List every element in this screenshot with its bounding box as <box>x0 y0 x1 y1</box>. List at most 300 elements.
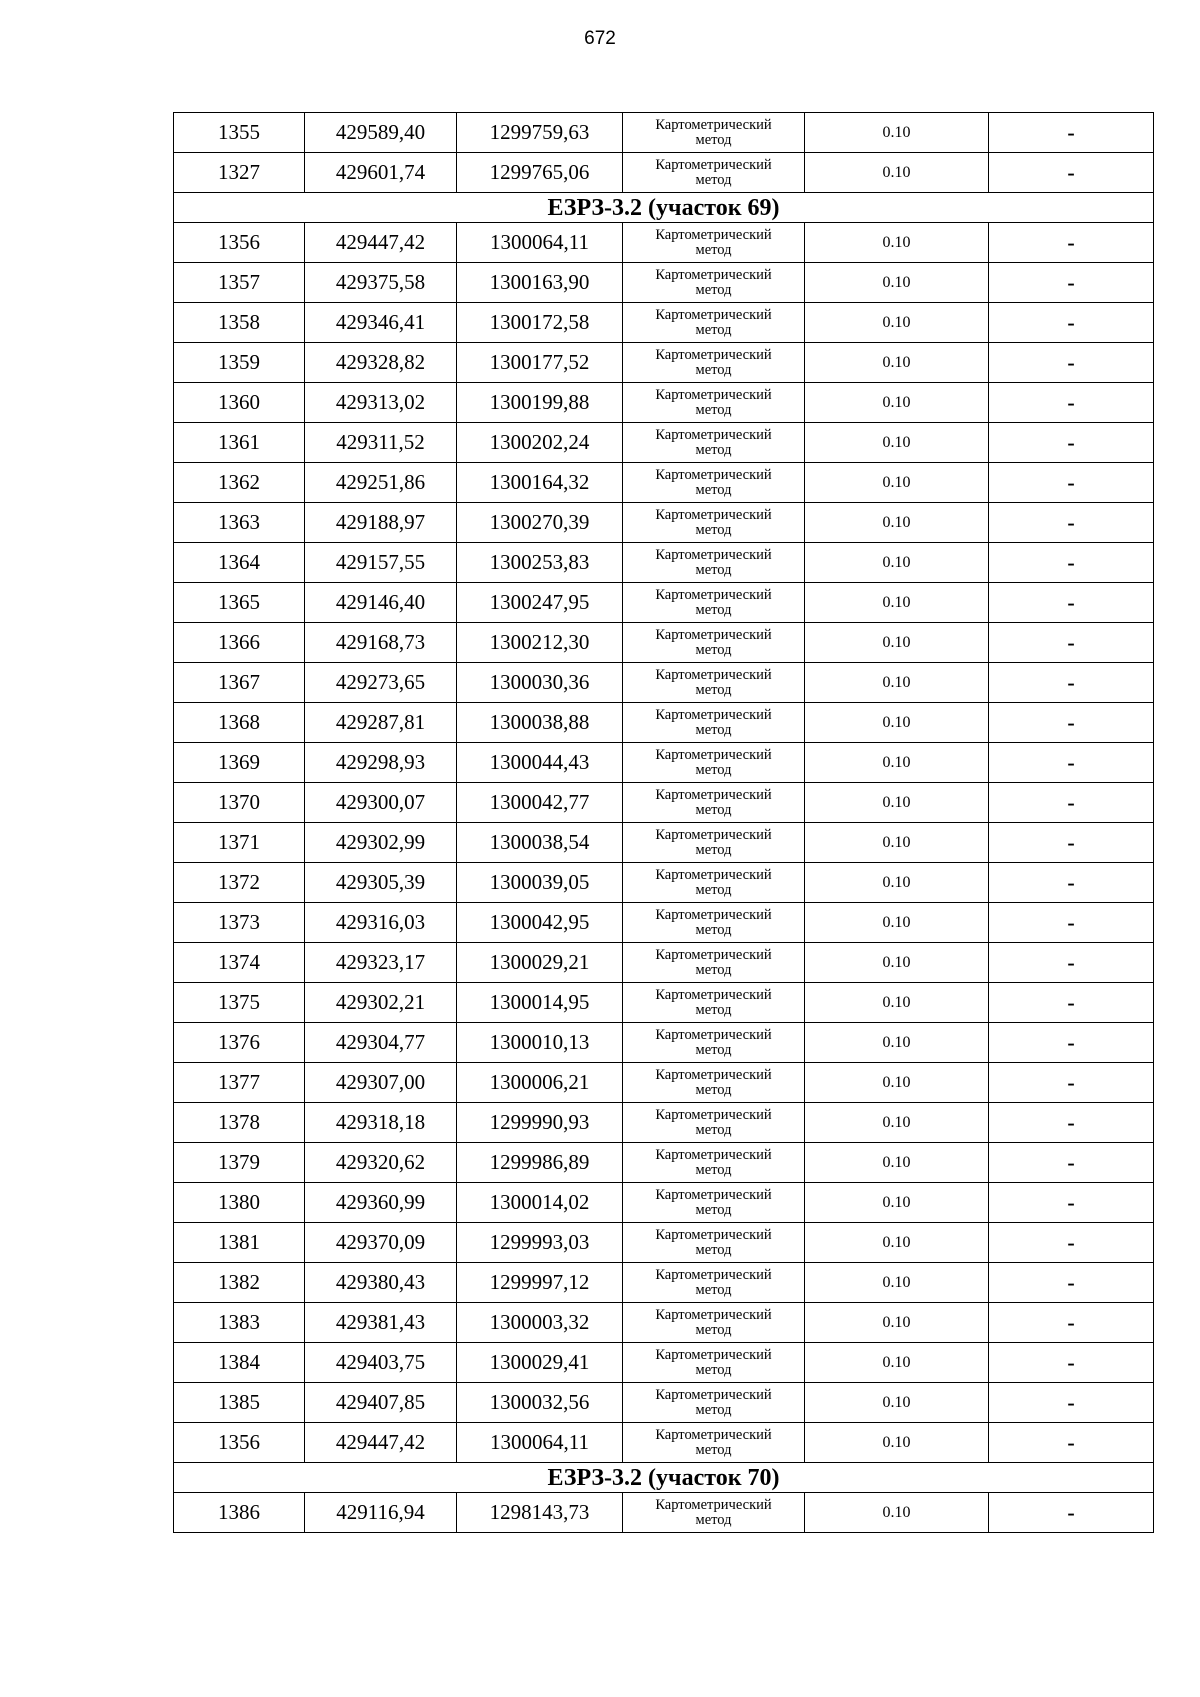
y-coordinate-cell: 1300247,95 <box>457 583 623 623</box>
x-coordinate-cell: 429188,97 <box>305 503 457 543</box>
method-line: Картометрический <box>655 1187 772 1203</box>
point-number-cell: 1327 <box>174 153 305 193</box>
x-coordinate-cell: 429346,41 <box>305 303 457 343</box>
section-header-row <box>174 193 1154 223</box>
accuracy-cell: 0.10 <box>805 383 989 423</box>
method-line: Картометрический <box>655 667 772 683</box>
point-number-cell: 1358 <box>174 303 305 343</box>
method-cell <box>623 1343 805 1383</box>
accuracy-cell: 0.10 <box>805 1183 989 1223</box>
point-number-cell: 1359 <box>174 343 305 383</box>
method-line: Картометрический <box>655 347 772 363</box>
x-coordinate-cell: 429287,81 <box>305 703 457 743</box>
method-cell <box>623 263 805 303</box>
table-row <box>174 1143 1154 1183</box>
y-coordinate-cell: 1300014,95 <box>457 983 623 1023</box>
y-coordinate-cell: 1300177,52 <box>457 343 623 383</box>
method-cell <box>623 783 805 823</box>
x-coordinate-cell: 429601,74 <box>305 153 457 193</box>
table-row <box>174 1343 1154 1383</box>
note-cell: - <box>989 743 1154 783</box>
table-row <box>174 153 1154 193</box>
accuracy-cell: 0.10 <box>805 703 989 743</box>
table-row <box>174 303 1154 343</box>
note-cell: - <box>989 503 1154 543</box>
table-row <box>174 1063 1154 1103</box>
accuracy-cell: 0.10 <box>805 1023 989 1063</box>
note-cell: - <box>989 1263 1154 1303</box>
point-number-cell: 1364 <box>174 543 305 583</box>
method-line: Картометрический <box>655 587 772 603</box>
method-line: Картометрический <box>655 307 772 323</box>
method-line: метод <box>695 361 732 378</box>
method-cell <box>623 1143 805 1183</box>
table-row <box>174 1223 1154 1263</box>
x-coordinate-cell: 429407,85 <box>305 1383 457 1423</box>
point-number-cell: 1366 <box>174 623 305 663</box>
method-line: метод <box>695 761 732 778</box>
method-cell <box>623 383 805 423</box>
method-line: метод <box>695 441 732 458</box>
y-coordinate-cell: 1300030,36 <box>457 663 623 703</box>
accuracy-cell: 0.10 <box>805 1303 989 1343</box>
method-line: метод <box>695 401 732 418</box>
x-coordinate-cell: 429298,93 <box>305 743 457 783</box>
accuracy-cell: 0.10 <box>805 1063 989 1103</box>
section-title: ЕЗРЗ-3.2 (участок 70) <box>174 1463 1154 1493</box>
method-line: метод <box>695 321 732 338</box>
method-line: Картометрический <box>655 907 772 923</box>
table-row <box>174 703 1154 743</box>
table-row <box>174 223 1154 263</box>
note-cell: - <box>989 863 1154 903</box>
y-coordinate-cell: 1300199,88 <box>457 383 623 423</box>
note-cell: - <box>989 983 1154 1023</box>
method-line: Картометрический <box>655 707 772 723</box>
x-coordinate-cell: 429313,02 <box>305 383 457 423</box>
method-line: Картометрический <box>655 267 772 283</box>
section-title: ЕЗРЗ-3.2 (участок 69) <box>174 193 1154 223</box>
y-coordinate-cell: 1299993,03 <box>457 1223 623 1263</box>
note-cell: - <box>989 903 1154 943</box>
point-number-cell: 1367 <box>174 663 305 703</box>
x-coordinate-cell: 429302,21 <box>305 983 457 1023</box>
x-coordinate-cell: 429146,40 <box>305 583 457 623</box>
coordinates-table <box>173 112 1154 1533</box>
method-cell <box>623 423 805 463</box>
accuracy-cell: 0.10 <box>805 463 989 503</box>
accuracy-cell: 0.10 <box>805 943 989 983</box>
table-row <box>174 783 1154 823</box>
note-cell: - <box>989 383 1154 423</box>
note-cell: - <box>989 583 1154 623</box>
method-line: метод <box>695 561 732 578</box>
point-number-cell: 1381 <box>174 1223 305 1263</box>
note-cell: - <box>989 1423 1154 1463</box>
x-coordinate-cell: 429375,58 <box>305 263 457 303</box>
point-number-cell: 1360 <box>174 383 305 423</box>
y-coordinate-cell: 1300038,88 <box>457 703 623 743</box>
point-number-cell: 1356 <box>174 1423 305 1463</box>
y-coordinate-cell: 1298143,73 <box>457 1493 623 1533</box>
point-number-cell: 1372 <box>174 863 305 903</box>
y-coordinate-cell: 1300270,39 <box>457 503 623 543</box>
accuracy-cell: 0.10 <box>805 423 989 463</box>
point-number-cell: 1368 <box>174 703 305 743</box>
x-coordinate-cell: 429318,18 <box>305 1103 457 1143</box>
table-row <box>174 1023 1154 1063</box>
method-line: Картометрический <box>655 507 772 523</box>
x-coordinate-cell: 429304,77 <box>305 1023 457 1063</box>
point-number-cell: 1383 <box>174 1303 305 1343</box>
table-body <box>174 113 1154 1533</box>
method-cell <box>623 903 805 943</box>
method-line: Картометрический <box>655 1267 772 1283</box>
accuracy-cell: 0.10 <box>805 343 989 383</box>
x-coordinate-cell: 429403,75 <box>305 1343 457 1383</box>
accuracy-cell: 0.10 <box>805 1143 989 1183</box>
accuracy-cell: 0.10 <box>805 583 989 623</box>
method-line: метод <box>695 281 732 298</box>
y-coordinate-cell: 1300163,90 <box>457 263 623 303</box>
method-cell <box>623 303 805 343</box>
table-row <box>174 903 1154 943</box>
method-cell <box>623 1223 805 1263</box>
point-number-cell: 1356 <box>174 223 305 263</box>
table-row <box>174 263 1154 303</box>
method-line: Картометрический <box>655 1427 772 1443</box>
method-line: метод <box>695 1281 732 1298</box>
x-coordinate-cell: 429251,86 <box>305 463 457 503</box>
y-coordinate-cell: 1300039,05 <box>457 863 623 903</box>
point-number-cell: 1379 <box>174 1143 305 1183</box>
method-cell <box>623 703 805 743</box>
table-row <box>174 1383 1154 1423</box>
method-line: Картометрический <box>655 1227 772 1243</box>
method-line: Картометрический <box>655 867 772 883</box>
note-cell: - <box>989 543 1154 583</box>
y-coordinate-cell: 1300253,83 <box>457 543 623 583</box>
y-coordinate-cell: 1300029,21 <box>457 943 623 983</box>
method-line: Картометрический <box>655 1307 772 1323</box>
accuracy-cell: 0.10 <box>805 1263 989 1303</box>
accuracy-cell: 0.10 <box>805 113 989 153</box>
accuracy-cell: 0.10 <box>805 1343 989 1383</box>
note-cell: - <box>989 703 1154 743</box>
note-cell: - <box>989 1383 1154 1423</box>
accuracy-cell: 0.10 <box>805 903 989 943</box>
point-number-cell: 1371 <box>174 823 305 863</box>
note-cell: - <box>989 1183 1154 1223</box>
method-cell <box>623 1023 805 1063</box>
method-line: Картометрический <box>655 117 772 133</box>
point-number-cell: 1365 <box>174 583 305 623</box>
table-row <box>174 983 1154 1023</box>
y-coordinate-cell: 1299997,12 <box>457 1263 623 1303</box>
method-cell <box>623 1063 805 1103</box>
page-number: 672 <box>584 28 616 49</box>
method-line: Картометрический <box>655 427 772 443</box>
note-cell: - <box>989 1063 1154 1103</box>
point-number-cell: 1373 <box>174 903 305 943</box>
x-coordinate-cell: 429157,55 <box>305 543 457 583</box>
method-line: метод <box>695 1241 732 1258</box>
accuracy-cell: 0.10 <box>805 1103 989 1143</box>
method-line: метод <box>695 1081 732 1098</box>
method-line: метод <box>695 481 732 498</box>
method-cell <box>623 823 805 863</box>
note-cell: - <box>989 783 1154 823</box>
method-line: Картометрический <box>655 1497 772 1513</box>
note-cell: - <box>989 303 1154 343</box>
note-cell: - <box>989 263 1154 303</box>
y-coordinate-cell: 1300042,95 <box>457 903 623 943</box>
table-row <box>174 583 1154 623</box>
point-number-cell: 1374 <box>174 943 305 983</box>
method-line: Картометрический <box>655 747 772 763</box>
point-number-cell: 1382 <box>174 1263 305 1303</box>
point-number-cell: 1369 <box>174 743 305 783</box>
x-coordinate-cell: 429323,17 <box>305 943 457 983</box>
y-coordinate-cell: 1300029,41 <box>457 1343 623 1383</box>
x-coordinate-cell: 429168,73 <box>305 623 457 663</box>
accuracy-cell: 0.10 <box>805 983 989 1023</box>
y-coordinate-cell: 1300172,58 <box>457 303 623 343</box>
method-line: метод <box>695 1321 732 1338</box>
accuracy-cell: 0.10 <box>805 1383 989 1423</box>
method-cell <box>623 1423 805 1463</box>
method-cell <box>623 623 805 663</box>
table-row <box>174 1103 1154 1143</box>
method-cell <box>623 1493 805 1533</box>
method-cell <box>623 943 805 983</box>
y-coordinate-cell: 1300064,11 <box>457 1423 623 1463</box>
table-row <box>174 1493 1154 1533</box>
method-line: Картометрический <box>655 547 772 563</box>
table-row <box>174 663 1154 703</box>
x-coordinate-cell: 429305,39 <box>305 863 457 903</box>
accuracy-cell: 0.10 <box>805 263 989 303</box>
x-coordinate-cell: 429447,42 <box>305 1423 457 1463</box>
method-line: метод <box>695 1441 732 1458</box>
table-row <box>174 743 1154 783</box>
x-coordinate-cell: 429447,42 <box>305 223 457 263</box>
y-coordinate-cell: 1300014,02 <box>457 1183 623 1223</box>
y-coordinate-cell: 1300010,13 <box>457 1023 623 1063</box>
y-coordinate-cell: 1299986,89 <box>457 1143 623 1183</box>
y-coordinate-cell: 1300044,43 <box>457 743 623 783</box>
method-line: метод <box>695 841 732 858</box>
note-cell: - <box>989 623 1154 663</box>
y-coordinate-cell: 1300042,77 <box>457 783 623 823</box>
x-coordinate-cell: 429360,99 <box>305 1183 457 1223</box>
table-row <box>174 463 1154 503</box>
table-row <box>174 1423 1154 1463</box>
accuracy-cell: 0.10 <box>805 223 989 263</box>
table-row <box>174 543 1154 583</box>
table-row <box>174 863 1154 903</box>
method-line: метод <box>695 881 732 898</box>
table-row <box>174 623 1154 663</box>
method-line: метод <box>695 1361 732 1378</box>
method-line: Картометрический <box>655 947 772 963</box>
method-line: метод <box>695 1201 732 1218</box>
method-cell <box>623 1303 805 1343</box>
note-cell: - <box>989 343 1154 383</box>
method-cell <box>623 863 805 903</box>
y-coordinate-cell: 1299990,93 <box>457 1103 623 1143</box>
note-cell: - <box>989 1343 1154 1383</box>
table-row <box>174 1183 1154 1223</box>
method-line: Картометрический <box>655 987 772 1003</box>
method-cell <box>623 343 805 383</box>
y-coordinate-cell: 1300064,11 <box>457 223 623 263</box>
x-coordinate-cell: 429116,94 <box>305 1493 457 1533</box>
x-coordinate-cell: 429316,03 <box>305 903 457 943</box>
method-line: метод <box>695 131 732 148</box>
note-cell: - <box>989 423 1154 463</box>
note-cell: - <box>989 943 1154 983</box>
method-line: метод <box>695 601 732 618</box>
point-number-cell: 1377 <box>174 1063 305 1103</box>
method-cell <box>623 583 805 623</box>
method-cell <box>623 503 805 543</box>
point-number-cell: 1363 <box>174 503 305 543</box>
x-coordinate-cell: 429589,40 <box>305 113 457 153</box>
accuracy-cell: 0.10 <box>805 743 989 783</box>
note-cell: - <box>989 153 1154 193</box>
x-coordinate-cell: 429300,07 <box>305 783 457 823</box>
point-number-cell: 1361 <box>174 423 305 463</box>
y-coordinate-cell: 1300212,30 <box>457 623 623 663</box>
method-line: Картометрический <box>655 227 772 243</box>
method-line: метод <box>695 1121 732 1138</box>
method-line: метод <box>695 521 732 538</box>
table-row <box>174 1303 1154 1343</box>
note-cell: - <box>989 223 1154 263</box>
note-cell: - <box>989 1493 1154 1533</box>
accuracy-cell: 0.10 <box>805 823 989 863</box>
y-coordinate-cell: 1300006,21 <box>457 1063 623 1103</box>
method-line: метод <box>695 241 732 258</box>
table-row <box>174 503 1154 543</box>
method-line: метод <box>695 1401 732 1418</box>
x-coordinate-cell: 429273,65 <box>305 663 457 703</box>
method-line: Картометрический <box>655 1147 772 1163</box>
accuracy-cell: 0.10 <box>805 543 989 583</box>
method-line: метод <box>695 641 732 658</box>
method-cell <box>623 543 805 583</box>
point-number-cell: 1380 <box>174 1183 305 1223</box>
method-line: метод <box>695 681 732 698</box>
x-coordinate-cell: 429311,52 <box>305 423 457 463</box>
table-row <box>174 823 1154 863</box>
accuracy-cell: 0.10 <box>805 503 989 543</box>
y-coordinate-cell: 1300032,56 <box>457 1383 623 1423</box>
method-line: Картометрический <box>655 1067 772 1083</box>
point-number-cell: 1370 <box>174 783 305 823</box>
method-cell <box>623 223 805 263</box>
method-line: Картометрический <box>655 1347 772 1363</box>
x-coordinate-cell: 429302,99 <box>305 823 457 863</box>
point-number-cell: 1384 <box>174 1343 305 1383</box>
method-cell <box>623 463 805 503</box>
x-coordinate-cell: 429328,82 <box>305 343 457 383</box>
method-cell <box>623 983 805 1023</box>
method-line: Картометрический <box>655 627 772 643</box>
y-coordinate-cell: 1299759,63 <box>457 113 623 153</box>
accuracy-cell: 0.10 <box>805 1423 989 1463</box>
method-line: Картометрический <box>655 1387 772 1403</box>
note-cell: - <box>989 1143 1154 1183</box>
y-coordinate-cell: 1300038,54 <box>457 823 623 863</box>
table-row <box>174 1263 1154 1303</box>
method-line: метод <box>695 801 732 818</box>
table-row <box>174 113 1154 153</box>
point-number-cell: 1386 <box>174 1493 305 1533</box>
method-line: метод <box>695 1001 732 1018</box>
method-cell <box>623 1383 805 1423</box>
accuracy-cell: 0.10 <box>805 623 989 663</box>
point-number-cell: 1378 <box>174 1103 305 1143</box>
x-coordinate-cell: 429380,43 <box>305 1263 457 1303</box>
note-cell: - <box>989 663 1154 703</box>
point-number-cell: 1355 <box>174 113 305 153</box>
note-cell: - <box>989 1223 1154 1263</box>
method-line: метод <box>695 1041 732 1058</box>
table-row <box>174 343 1154 383</box>
method-line: Картометрический <box>655 467 772 483</box>
accuracy-cell: 0.10 <box>805 153 989 193</box>
point-number-cell: 1357 <box>174 263 305 303</box>
method-cell <box>623 1263 805 1303</box>
point-number-cell: 1375 <box>174 983 305 1023</box>
y-coordinate-cell: 1300003,32 <box>457 1303 623 1343</box>
point-number-cell: 1376 <box>174 1023 305 1063</box>
method-line: метод <box>695 1161 732 1178</box>
x-coordinate-cell: 429307,00 <box>305 1063 457 1103</box>
table-row <box>174 423 1154 463</box>
method-cell <box>623 663 805 703</box>
note-cell: - <box>989 1303 1154 1343</box>
x-coordinate-cell: 429381,43 <box>305 1303 457 1343</box>
method-line: метод <box>695 1511 732 1528</box>
method-line: метод <box>695 171 732 188</box>
table-row <box>174 943 1154 983</box>
method-cell <box>623 113 805 153</box>
method-cell <box>623 743 805 783</box>
accuracy-cell: 0.10 <box>805 1223 989 1263</box>
section-header-row <box>174 1463 1154 1493</box>
accuracy-cell: 0.10 <box>805 863 989 903</box>
note-cell: - <box>989 1023 1154 1063</box>
method-line: Картометрический <box>655 157 772 173</box>
method-line: Картометрический <box>655 827 772 843</box>
x-coordinate-cell: 429320,62 <box>305 1143 457 1183</box>
y-coordinate-cell: 1300164,32 <box>457 463 623 503</box>
method-line: Картометрический <box>655 1027 772 1043</box>
method-line: метод <box>695 721 732 738</box>
method-cell <box>623 1183 805 1223</box>
y-coordinate-cell: 1300202,24 <box>457 423 623 463</box>
note-cell: - <box>989 113 1154 153</box>
method-line: Картометрический <box>655 387 772 403</box>
y-coordinate-cell: 1299765,06 <box>457 153 623 193</box>
point-number-cell: 1385 <box>174 1383 305 1423</box>
method-line: Картометрический <box>655 787 772 803</box>
method-line: метод <box>695 921 732 938</box>
method-cell <box>623 1103 805 1143</box>
